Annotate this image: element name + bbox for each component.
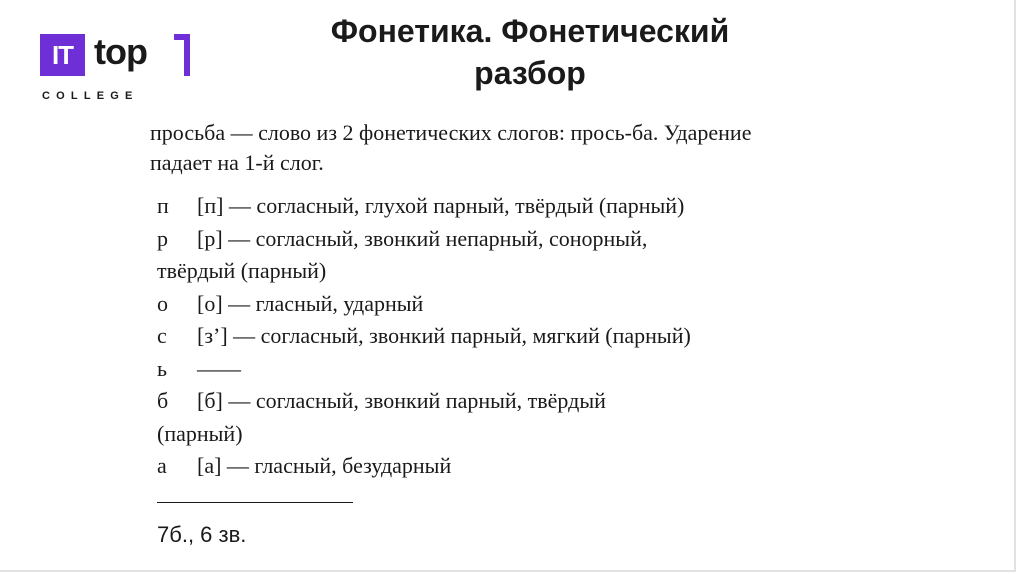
analysis-desc: —— [197, 355, 241, 381]
analysis-desc: [р] — согласный, звонкий непарный, сонорный, [197, 225, 648, 251]
analysis-row [157, 288, 917, 321]
intro-text [150, 118, 950, 178]
analysis-row [157, 320, 917, 353]
analysis-desc: [з’] — согласный, звонкий парный, мягкий (парный) [197, 323, 691, 348]
phonetic-analysis [157, 190, 917, 503]
analysis-continuation: твёрдый (парный) [157, 258, 327, 283]
logo-subtitle: COLLEGE [42, 90, 139, 102]
analysis-row [157, 385, 917, 418]
intro-line-2: падает на 1-й слог. [150, 150, 324, 175]
logo-word: top [94, 31, 147, 72]
analysis-letter: ь [157, 355, 168, 381]
title-line-2: разбор [474, 55, 586, 91]
analysis-letter: с [157, 323, 167, 348]
analysis-desc: [б] — согласный, звонкий парный, твёрдый [197, 388, 606, 413]
analysis-row [157, 450, 917, 483]
college-logo [40, 31, 190, 106]
summary-count: 7б., 6 зв. [157, 522, 247, 547]
analysis-desc: [о] — гласный, ударный [197, 290, 424, 316]
analysis-letter: п [157, 193, 169, 218]
analysis-letter: р [157, 225, 168, 251]
analysis-letter: а [157, 453, 167, 478]
logo-it-box: IT [40, 34, 85, 76]
analysis-desc: [п] — согласный, глухой парный, твёрдый (парный) [197, 193, 685, 218]
analysis-row [157, 223, 917, 256]
analysis-letter: б [157, 388, 169, 413]
logo-corner-mark [174, 34, 190, 76]
title-line-1: Фонетика. Фонетический [330, 13, 730, 49]
analysis-row [157, 190, 917, 223]
summary-divider [157, 502, 353, 503]
intro-line-1: просьба — слово из 2 фонетических слогов: прось-ба. Ударение [150, 120, 752, 145]
analysis-row [157, 353, 917, 386]
analysis-desc: [а] — гласный, безударный [197, 453, 452, 478]
analysis-letter: о [157, 290, 168, 316]
analysis-continuation: (парный) [157, 420, 243, 446]
page-title [250, 10, 810, 94]
